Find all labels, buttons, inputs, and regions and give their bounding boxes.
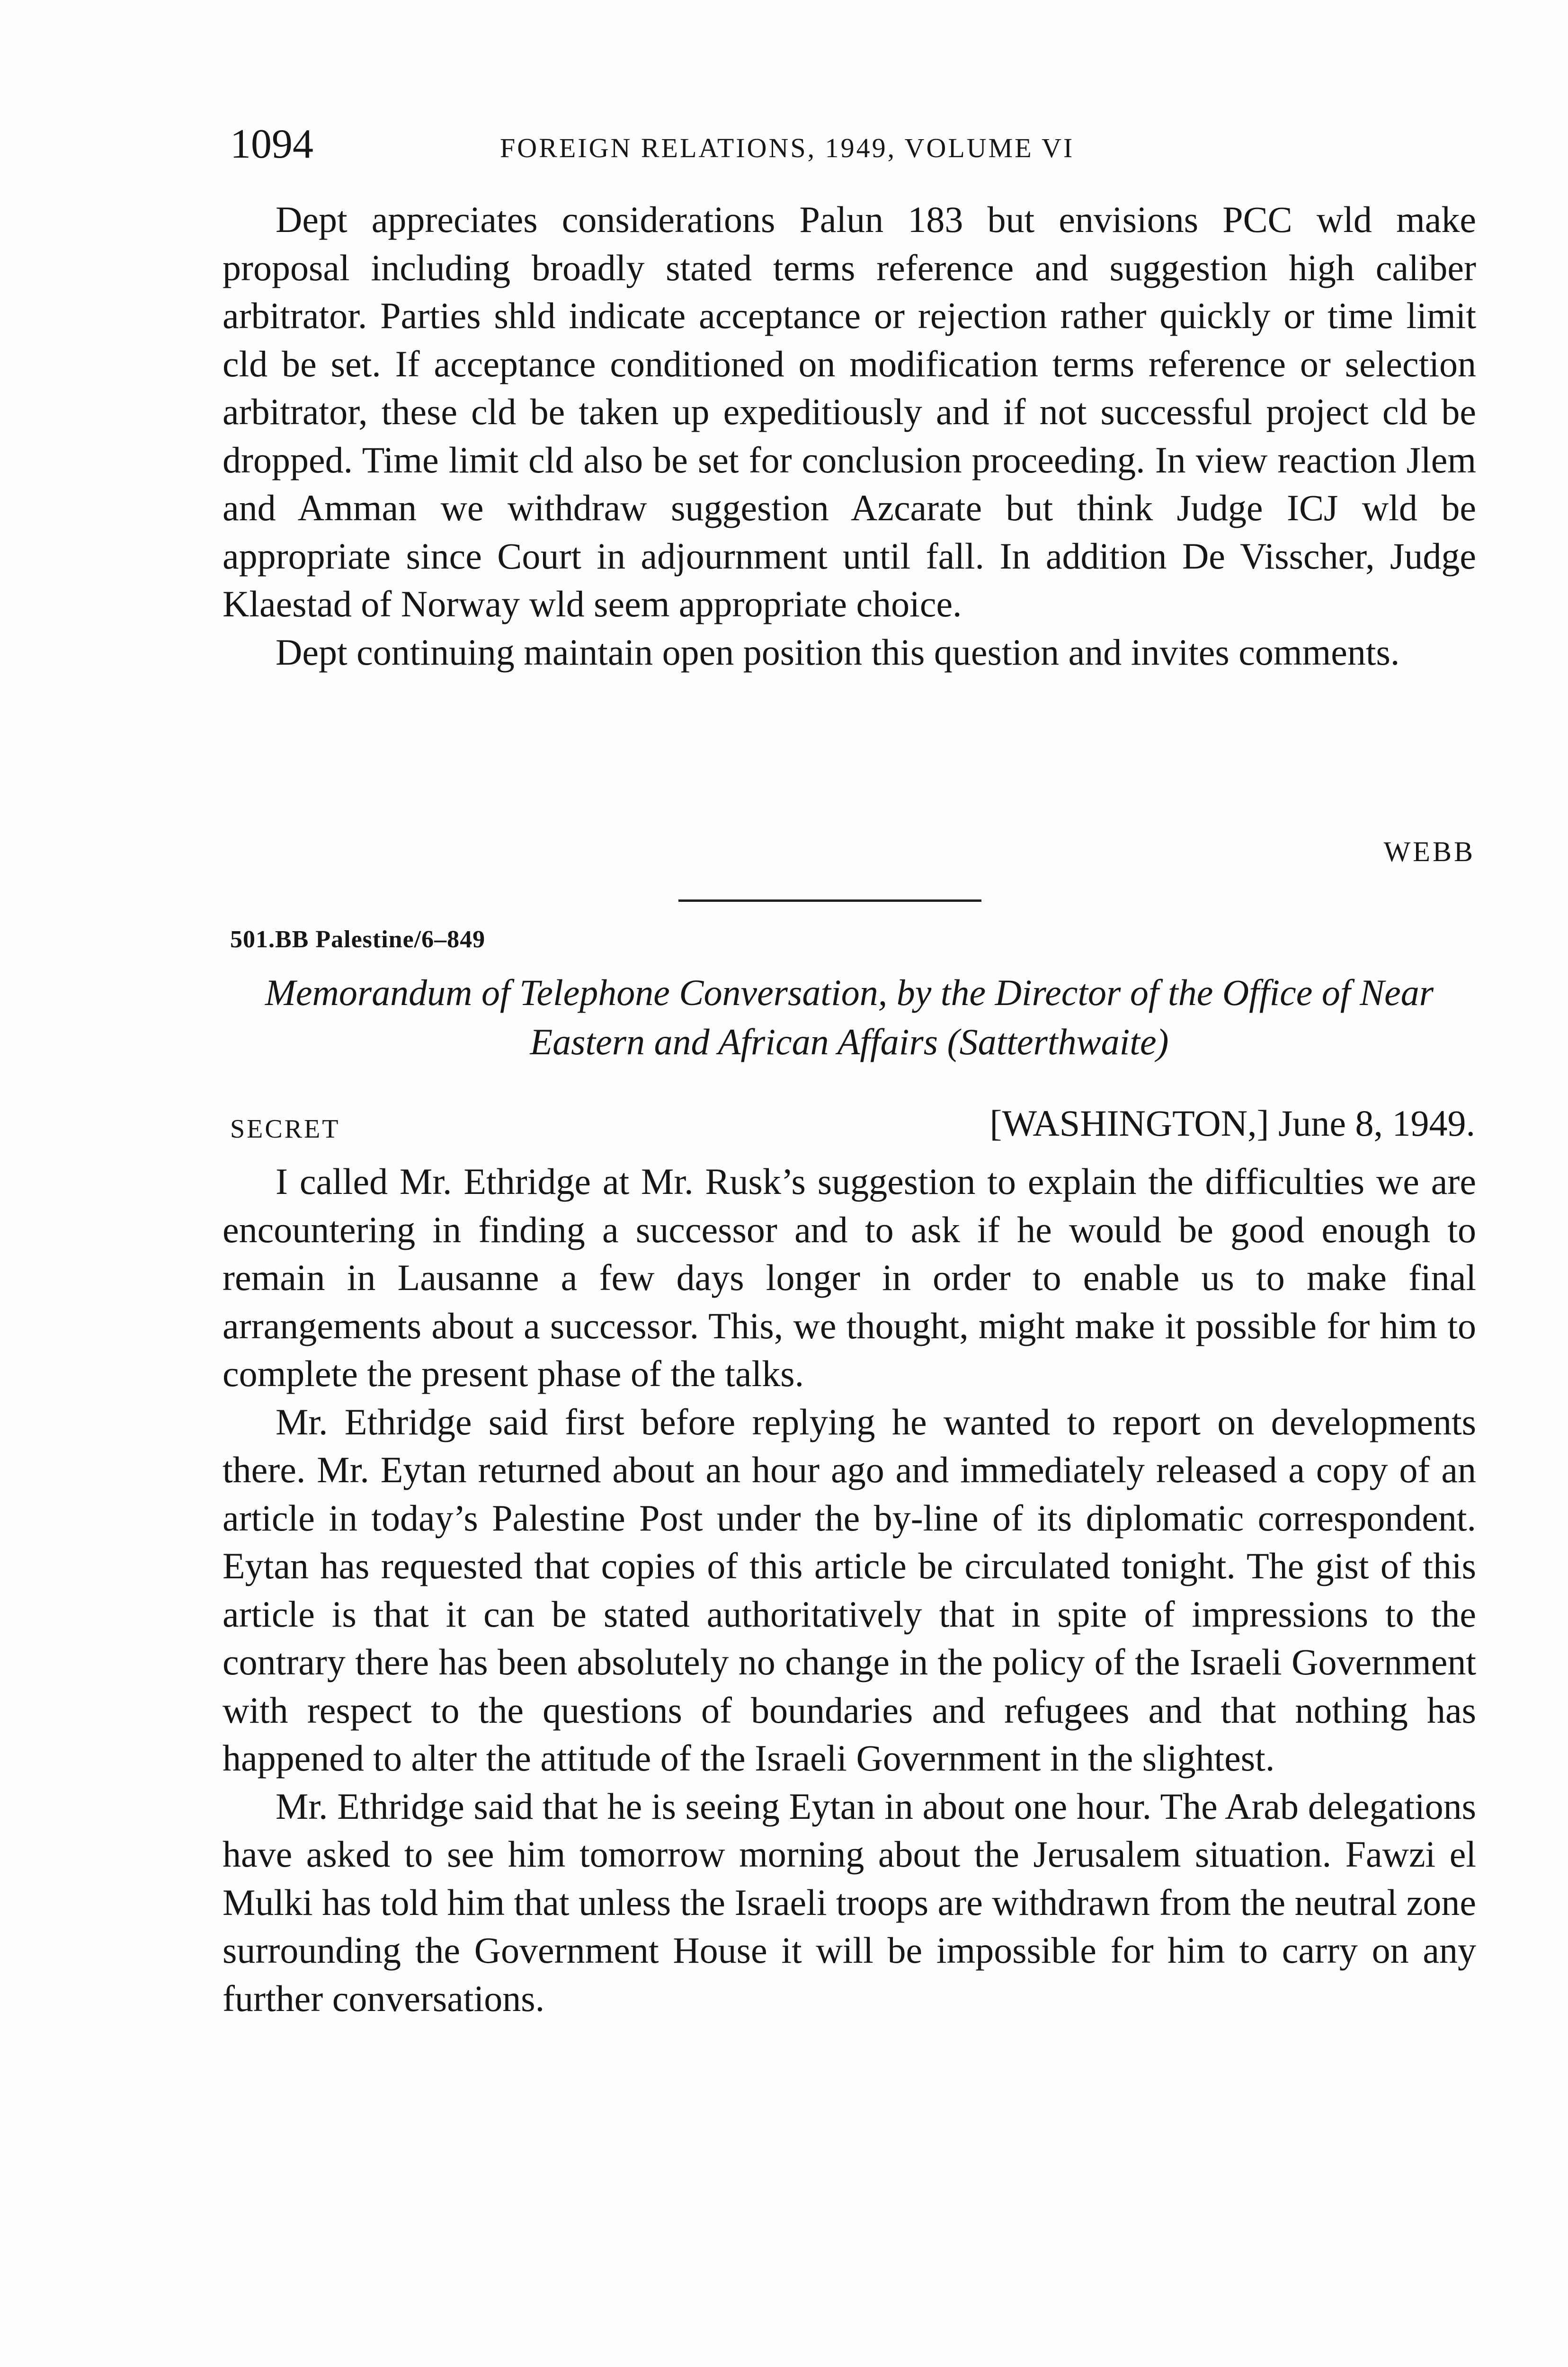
section-divider <box>678 899 981 902</box>
paragraph: Mr. Ethridge said first before replying he wanted to report on developments there. Mr. Eytan returned about an hour ago and immediately released a copy of an article in today’s Palestine Post under the by-line of its diplomatic correspondent. Eytan has requested that copies of this article be circulated tonight. The gist of this article is that it can be stated authoritatively that in spite of impressions to the contrary there has been absolutely no change in the policy of the Israeli Government with respect to the questions of boundaries and refugees and that nothing has happened to alter the attitude of the Israeli Government in the slightest. <box>223 1401 1476 1779</box>
page-header <box>230 118 1475 175</box>
dateline: [WASHINGTON,] June 8, 1949. <box>989 1103 1475 1144</box>
paragraph: Mr. Ethridge said that he is seeing Eytan in about one hour. The Arab delegations have asked to see him tomorrow morning about the Jerusalem situation. Fawzi el Mulki has told him that unless the Israeli troops are withdrawn from the neutral zone surrounding the Government House it will be impossible for him to carry on any further conversations. <box>223 1785 1476 2019</box>
signature: WEBB <box>1383 836 1475 867</box>
page-number: 1094 <box>230 121 313 167</box>
previous-document-text <box>223 196 1476 676</box>
paragraph: I called Mr. Ethridge at Mr. Rusk’s suggestion to explain the difficulties we are encountering in finding a successor and to ask if he would be good enough to remain in Lausanne a few days longer in order to enable us to make final arrangements about a successor. This, we thought, might make it possible for him to complete the present phase of the talks. <box>223 1161 1476 1394</box>
paragraph: Dept appreciates considerations Palun 183 but envisions PCC wld make proposal including broadly stated terms reference and suggestion high caliber arbitrator. Parties shld indicate acceptance or rejection rather quickly or time limit cld be set. If acceptance conditioned on modification terms reference or selection arbitrator, these cld be taken up expeditiously and if not successful project cld be dropped. Time limit cld also be set for conclusion proceeding. In view reaction Jlem and Amman we withdraw suggestion Azcarate but think Judge ICJ wld be appropriate since Court in adjournment until fall. In addition De Visscher, Judge Klaestad of Norway wld seem appropriate choice. <box>223 199 1476 624</box>
running-head: FOREIGN RELATIONS, 1949, VOLUME VI <box>500 133 1075 163</box>
paragraph: Dept continuing maintain open position this question and invites comments. <box>276 631 1400 673</box>
file-reference: 501.BB Palestine/6–849 <box>230 926 486 953</box>
document-title: Memorandum of Telephone Conversation, by the Director of the Office of Near Eastern and African Affairs (Satterthwaite) <box>265 972 1434 1062</box>
classification-label: SECRET <box>230 1114 340 1144</box>
memorandum-text <box>223 1157 1476 2022</box>
